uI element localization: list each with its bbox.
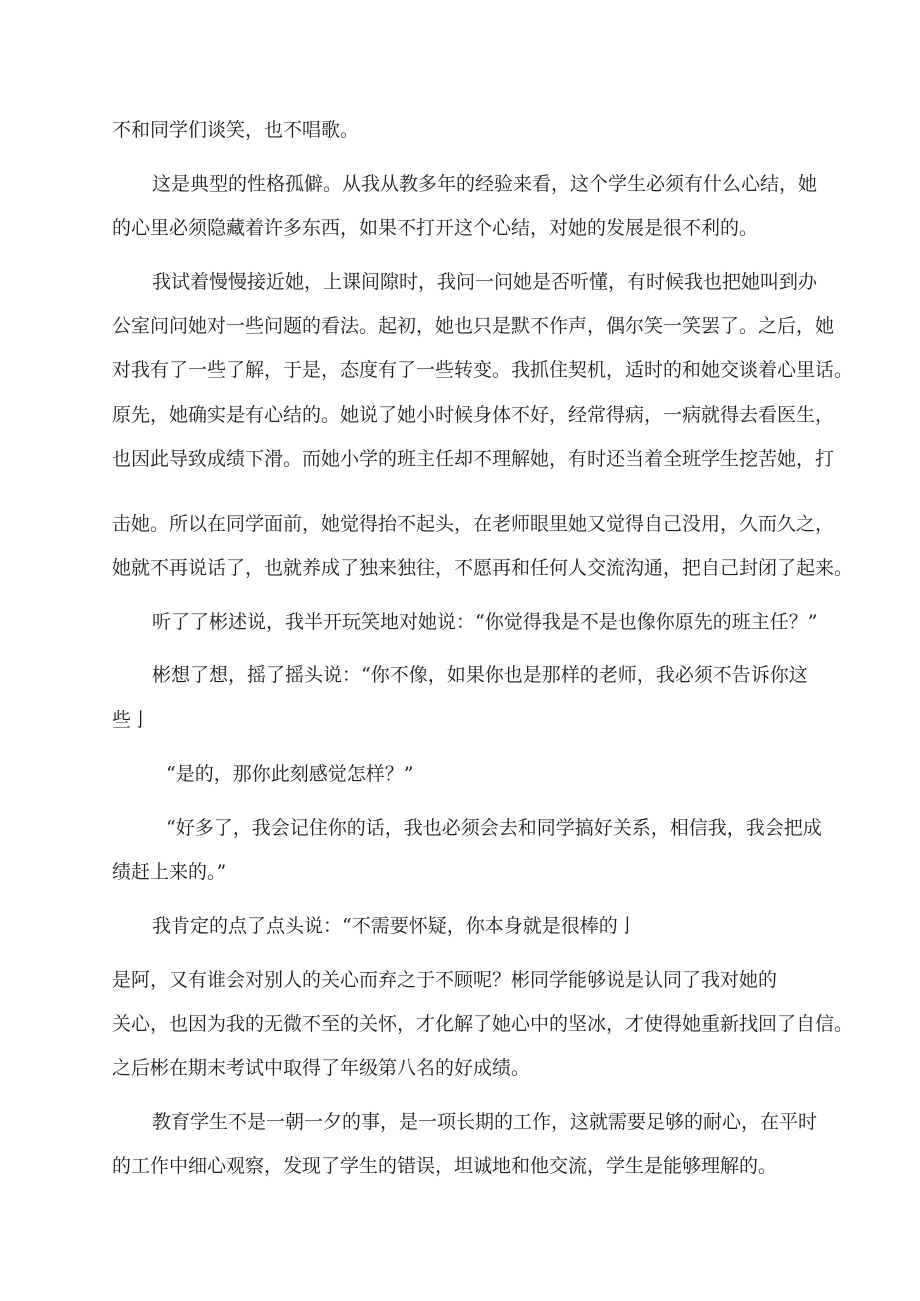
text-line-4: 我试着慢慢接近她，上课间隙时，我问一问她是否听懂，有时候我也把她叫到办 — [152, 271, 818, 293]
text-line-15: “好多了，我会记住你的话，我也必须会去和同学搞好关系，相信我，我会把成 — [166, 817, 822, 839]
text-line-13: 些亅 — [112, 709, 151, 731]
text-line-19: 关心，也因为我的无微不至的关怀，才化解了她心中的坚冰，才使得她重新找回了自信。 — [112, 1013, 854, 1035]
text-line-16: 绩赶上来的。” — [112, 861, 227, 883]
text-line-3: 的心里必须隐藏着许多东西，如果不打开这个心结，对她的发展是很不利的。 — [112, 217, 759, 239]
text-line-11: 听了了彬述说，我半开玩笑地对她说：“你觉得我是不是也像你原先的班主任？” — [152, 611, 818, 633]
text-line-21: 教育学生不是一朝一夕的事，是一项长期的工作，这就需要足够的耐心，在平时 — [152, 1111, 818, 1133]
text-line-1: 不和同学们谈笑，也不唱歌。 — [112, 119, 360, 141]
text-line-6: 对我有了一些了解，于是，态度有了一些转变。我抓住契机，适时的和她交谈着心里话。 — [112, 359, 854, 381]
text-line-8: 也因此导致成绩下滑。而她小学的班主任却不理解她，有时还当着全班学生挖苦她，打 — [112, 448, 835, 470]
text-line-2: 这是典型的性格孤僻。从我从教多年的经验来看，这个学生必须有什么心结，她 — [152, 173, 818, 195]
text-line-7: 原先，她确实是有心结的。她说了她小时候身体不好，经常得病，一病就得去看医生， — [112, 404, 835, 426]
text-line-5: 公室问问她对一些问题的看法。起初，她也只是默不作声，偶尔笑一笑罢了。之后，她 — [112, 315, 835, 337]
text-line-20: 之后彬在期末考试中取得了年级第八名的好成绩。 — [112, 1057, 531, 1079]
text-line-22: 的工作中细心观察，发现了学生的错误，坦诚地和他交流，学生是能够理解的。 — [112, 1155, 778, 1177]
text-line-18: 是阿，又有谁会对别人的关心而弃之于不顾呢？彬同学能够说是认同了我对她的 — [112, 969, 778, 991]
text-line-10: 她就不再说话了，也就养成了独来独往，不愿再和任何人交流沟通，把自己封闭了起来。 — [112, 557, 854, 579]
text-line-14: “是的，那你此刻感觉怎样？” — [166, 763, 414, 785]
text-line-12: 彬想了想，摇了摇头说：“你不像，如果你也是那样的老师，我必须不告诉你这 — [152, 664, 808, 686]
text-line-17: 我肯定的点了点头说：“不需要怀疑，你本身就是很棒的亅 — [152, 915, 637, 937]
text-line-9: 击她。所以在同学面前，她觉得抬不起头，在老师眼里她又觉得自己没用，久而久之， — [112, 513, 835, 535]
